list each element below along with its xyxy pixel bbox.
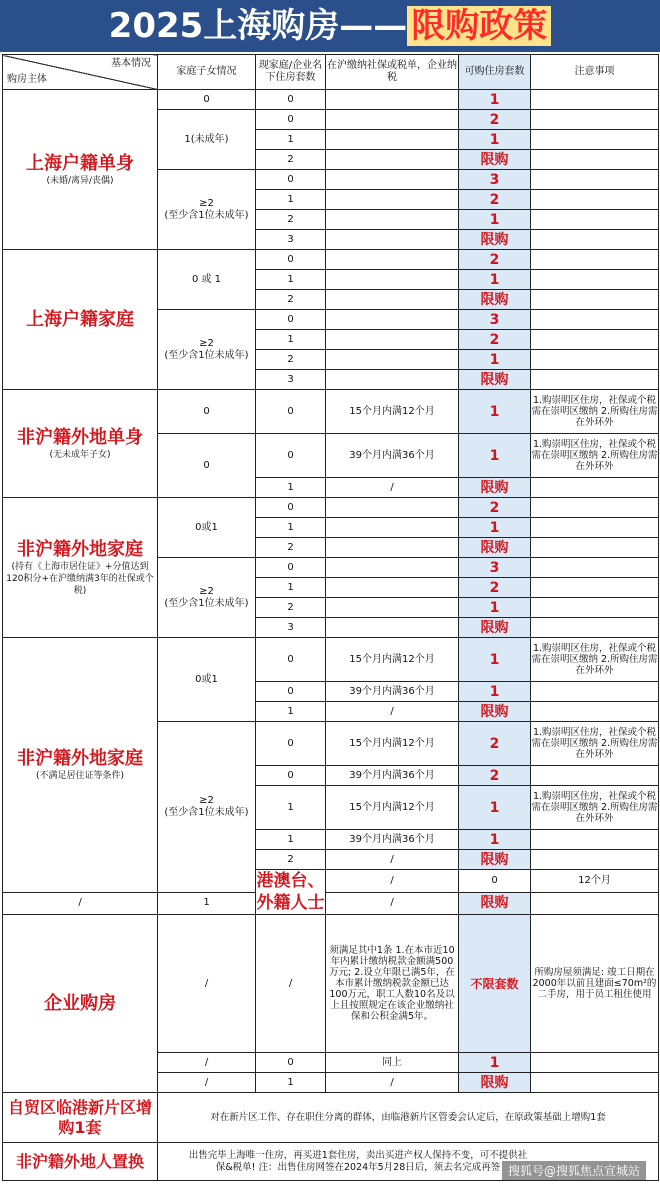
table-cell: 2 [256,350,326,370]
table-cell: 0或1 [158,638,256,722]
table-cell: 限购 [459,538,531,558]
table-cell [531,558,659,578]
table-cell: 0 [459,870,531,893]
table-row [3,1093,659,1143]
table-cell: 3 [459,558,531,578]
table-cell [531,330,659,350]
table-cell [531,850,659,870]
table-cell: 1 [459,830,531,850]
table-cell: 39个月内满36个月 [326,434,459,478]
table-cell: 1 [459,90,531,110]
cell-text: ≥2 [199,585,214,597]
table-cell: 0 [256,434,326,478]
table-cell [158,170,256,250]
table-cell [326,210,459,230]
table-cell: 1 [459,434,531,478]
header-tax: 在沪缴纳社保或税单，企业纳税 [326,55,459,90]
table-cell [531,1053,659,1073]
table-cell [531,702,659,722]
table-cell: 不限套数 [459,915,531,1053]
table-cell: 1 [256,130,326,150]
table-cell: 对在新片区工作、存在职住分离的群体，由临港新片区管委会认定后，在原政策基础上增购1套 [158,1093,659,1143]
cell-text: ≥2 [199,197,214,209]
table-cell [531,538,659,558]
cell-text: 非沪籍外地单身 [17,426,143,448]
group-enterprise [3,915,158,1093]
table-cell [531,210,659,230]
table-cell: 1 [459,638,531,682]
header-allowed: 可购住房套数 [459,55,531,90]
table-cell: 0 [256,110,326,130]
table-row [3,638,659,682]
table-cell [531,598,659,618]
header-children: 家庭子女情况 [158,55,256,90]
table-cell: 1 [459,390,531,434]
table-cell [531,682,659,702]
table-cell [326,230,459,250]
table-cell [326,290,459,310]
table-cell: / [3,892,158,915]
cell-text: (至少含1位未成年) [164,597,249,609]
table-cell [531,310,659,330]
title-highlight: 限购政策 [407,6,551,46]
table-cell: 1 [256,478,326,498]
corner-header [3,55,158,90]
table-cell [326,498,459,518]
table-cell: 15个月内满12个月 [326,786,459,830]
table-cell: 所购房屋须满足: 竣工日期在2000年以前且建面≤70m²的二手房，用于员工租住使用 [531,915,659,1053]
table-cell: 1.购崇明区住房，社保或个税需在崇明区缴纳 2.所购住房需在外环外 [531,390,659,434]
group-shanghai-family [3,250,158,390]
table-cell: 2 [459,110,531,130]
header-row [3,55,659,90]
table-cell [326,350,459,370]
cell-text: ≥2 [199,337,214,349]
group-lingang [3,1093,158,1143]
table-cell: 0 [158,90,256,110]
header-owned: 现家庭/企业名下住房套数 [256,55,326,90]
table-cell: 1 [256,830,326,850]
table-cell [326,190,459,210]
table-cell: 2 [256,290,326,310]
table-cell [531,350,659,370]
table-cell: / [326,892,459,915]
cell-text: 企业购房 [44,992,116,1014]
table-cell [531,270,659,290]
table-cell: / [326,1073,459,1093]
table-cell [531,290,659,310]
table-row [3,390,659,434]
table-cell [326,310,459,330]
table-cell: 1 [459,598,531,618]
table-cell: 同上 [326,1053,459,1073]
corner-top-label: 基本情况 [111,58,151,69]
table-cell [531,618,659,638]
table-cell: 2 [256,538,326,558]
table-cell [531,150,659,170]
table-row [3,90,659,110]
table-cell: 须满足其中1条 1.在本市近10年内累计缴纳税款金额满500万元; 2.设立年限已满5年，在本市累计缴纳税款金额已达100万元，职工人数10名及以上且按照规定在该企业缴纳社保和公积金满5年。 [326,915,459,1053]
table-cell: 2 [256,210,326,230]
table-cell: 0 [256,638,326,682]
table-cell [326,110,459,130]
table-cell [326,250,459,270]
table-cell: 15个月内满12个月 [326,638,459,682]
group-nonlocal-single [3,390,158,498]
table-cell: 3 [256,230,326,250]
table-cell: 1.购崇明区住房，社保或个税需在崇明区缴纳 2.所购住房需在外环外 [531,722,659,766]
table-cell: 1 [459,130,531,150]
table-cell: 2 [256,150,326,170]
cell-text: 港澳台、外籍人士 [256,871,325,913]
group-nonlocal-family-other [3,638,158,893]
table-cell: 2 [256,598,326,618]
table-cell: 限购 [459,618,531,638]
table-cell: 3 [459,310,531,330]
table-cell: 1 [158,892,256,915]
table-cell: 1 [256,190,326,210]
cell-text: (不满足居住证等条件) [35,770,125,781]
header-notes: 注意事项 [531,55,659,90]
table-cell: 3 [459,170,531,190]
table-cell: 限购 [459,230,531,250]
table-cell [326,270,459,290]
title-prefix: 2025上海购房—— [108,6,408,46]
table-row [3,250,659,270]
table-cell: 1 [459,1053,531,1073]
table-cell: 0 [256,310,326,330]
table-cell: 1 [459,786,531,830]
table-cell: 1 [256,578,326,598]
cell-text: 非沪籍外地人置换 [15,1151,144,1171]
page-title [0,0,660,52]
table-cell: 0或1 [158,498,256,558]
table-cell: 0 [158,390,256,434]
table-cell [531,90,659,110]
table-cell: 1(未成年) [158,110,256,170]
table-cell: 2 [256,850,326,870]
corner-bottom-label: 购房主体 [7,74,47,85]
table-cell [158,558,256,638]
table-cell: / [326,850,459,870]
cell-text: 上海户籍单身 [26,152,134,174]
cell-text: (至少含1位未成年) [164,209,249,221]
table-cell: 0 [256,498,326,518]
cell-text: 非沪籍外地家庭 [17,538,143,560]
table-cell [531,110,659,130]
table-cell [326,170,459,190]
table-cell: 3 [256,370,326,390]
group-hk-foreign [256,870,326,915]
table-cell: 1 [256,270,326,290]
table-cell: 1 [256,518,326,538]
table-cell: 限购 [459,150,531,170]
table-cell [531,130,659,150]
table-row [3,498,659,518]
table-cell: 1.购崇明区住房，社保或个税需在崇明区缴纳 2.所购住房需在外环外 [531,786,659,830]
table-cell: 0 [256,170,326,190]
table-cell: 限购 [459,478,531,498]
table-cell: 限购 [459,1073,531,1093]
table-cell [531,370,659,390]
table-cell [326,90,459,110]
table-cell [531,578,659,598]
cell-text: ≥2 [199,794,214,806]
table-cell [531,478,659,498]
table-cell: 出售完毕上海唯一住房，再买进1套住房，卖出买进产权人保持不变，可不提供社保&税单! 注：出售住房网签在2024年5月28日后，须去名完成再签 [158,1143,659,1181]
table-cell [326,130,459,150]
table-cell: 2 [459,766,531,786]
group-nonlocal-family-residence [3,498,158,638]
table-cell: 2 [459,498,531,518]
table-cell: / [326,870,459,893]
cell-text: (至少含1位未成年) [164,349,249,361]
table-cell: / [326,478,459,498]
cell-text: (至少含1位未成年) [164,806,249,818]
table-cell: / [158,1073,256,1093]
table-cell [158,722,256,893]
table-cell [326,370,459,390]
table-cell [326,330,459,350]
table-cell [326,578,459,598]
policy-table [2,54,659,1181]
table-cell: 39个月内满36个月 [326,682,459,702]
table-cell: 15个月内满12个月 [326,390,459,434]
table-cell [326,558,459,578]
table-cell: 15个月内满12个月 [326,722,459,766]
table-cell: 1 [459,682,531,702]
table-cell: 2 [459,578,531,598]
table-cell: 0 [256,390,326,434]
cell-text: (持有《上海市居住证》+分值达到120积分+在沪缴纳满3年的社保或个税) [6,561,154,596]
table-cell [531,190,659,210]
table-cell [531,230,659,250]
cell-text: (未婚/离异/丧偶) [46,175,114,186]
table-cell [531,170,659,190]
table-cell: 0 [158,434,256,498]
table-cell: 1 [256,786,326,830]
table-cell [531,1073,659,1093]
table-row [3,892,659,915]
table-cell: 0 [256,722,326,766]
cell-text: 上海户籍家庭 [26,308,134,330]
cell-text: 自贸区临港新片区增购1套 [7,1097,152,1137]
cell-text: 非沪籍外地家庭 [17,747,143,769]
table-cell: 0 [256,1053,326,1073]
table-row [3,915,659,1053]
table-cell: / [256,915,326,1053]
table-cell: 1 [256,702,326,722]
table-cell: 2 [459,190,531,210]
table-cell: 1 [459,210,531,230]
table-cell: 1.购崇明区住房，社保或个税需在崇明区缴纳 2.所购住房需在外环外 [531,434,659,478]
table-cell: 限购 [459,702,531,722]
table-cell: 1 [459,270,531,290]
table-cell: 1 [459,350,531,370]
table-cell [531,518,659,538]
table-cell: 0 [256,682,326,702]
table-cell [531,498,659,518]
table-cell: 0 或 1 [158,250,256,310]
table-cell [531,892,659,915]
table-cell [326,618,459,638]
table-cell: / [158,915,256,1053]
table-cell [531,766,659,786]
table-cell: 0 [256,90,326,110]
table-cell: 3 [256,618,326,638]
table-cell [531,830,659,850]
table-cell: / [158,1053,256,1073]
table-cell: 2 [459,330,531,350]
table-cell: 限购 [459,370,531,390]
table-cell: 0 [256,250,326,270]
table-cell: 1 [459,518,531,538]
table-cell: 限购 [459,850,531,870]
group-shanghai-single [3,90,158,250]
table-cell [326,518,459,538]
table-cell [326,538,459,558]
table-cell: 1 [256,330,326,350]
table-cell [531,250,659,270]
table-cell: 限购 [459,290,531,310]
table-cell: 0 [256,766,326,786]
table-cell: 限购 [459,892,531,915]
table-cell [326,598,459,618]
table-cell: 39个月内满36个月 [326,766,459,786]
table-cell: 0 [256,558,326,578]
group-replacement [3,1143,158,1181]
table-cell [326,150,459,170]
table-cell: / [326,702,459,722]
table-cell [158,310,256,390]
table-cell: 1.购崇明区住房，社保或个税需在崇明区缴纳 2.所购住房需在外环外 [531,638,659,682]
table-cell: 2 [459,722,531,766]
table-cell: 2 [459,250,531,270]
watermark: 搜狐号@搜狐焦点宣城站 [502,1161,646,1180]
table-cell: 39个月内满36个月 [326,830,459,850]
cell-text: (无未成年子女) [49,449,111,460]
table-cell: 1 [256,1073,326,1093]
table-cell: 12个月 [531,870,659,893]
